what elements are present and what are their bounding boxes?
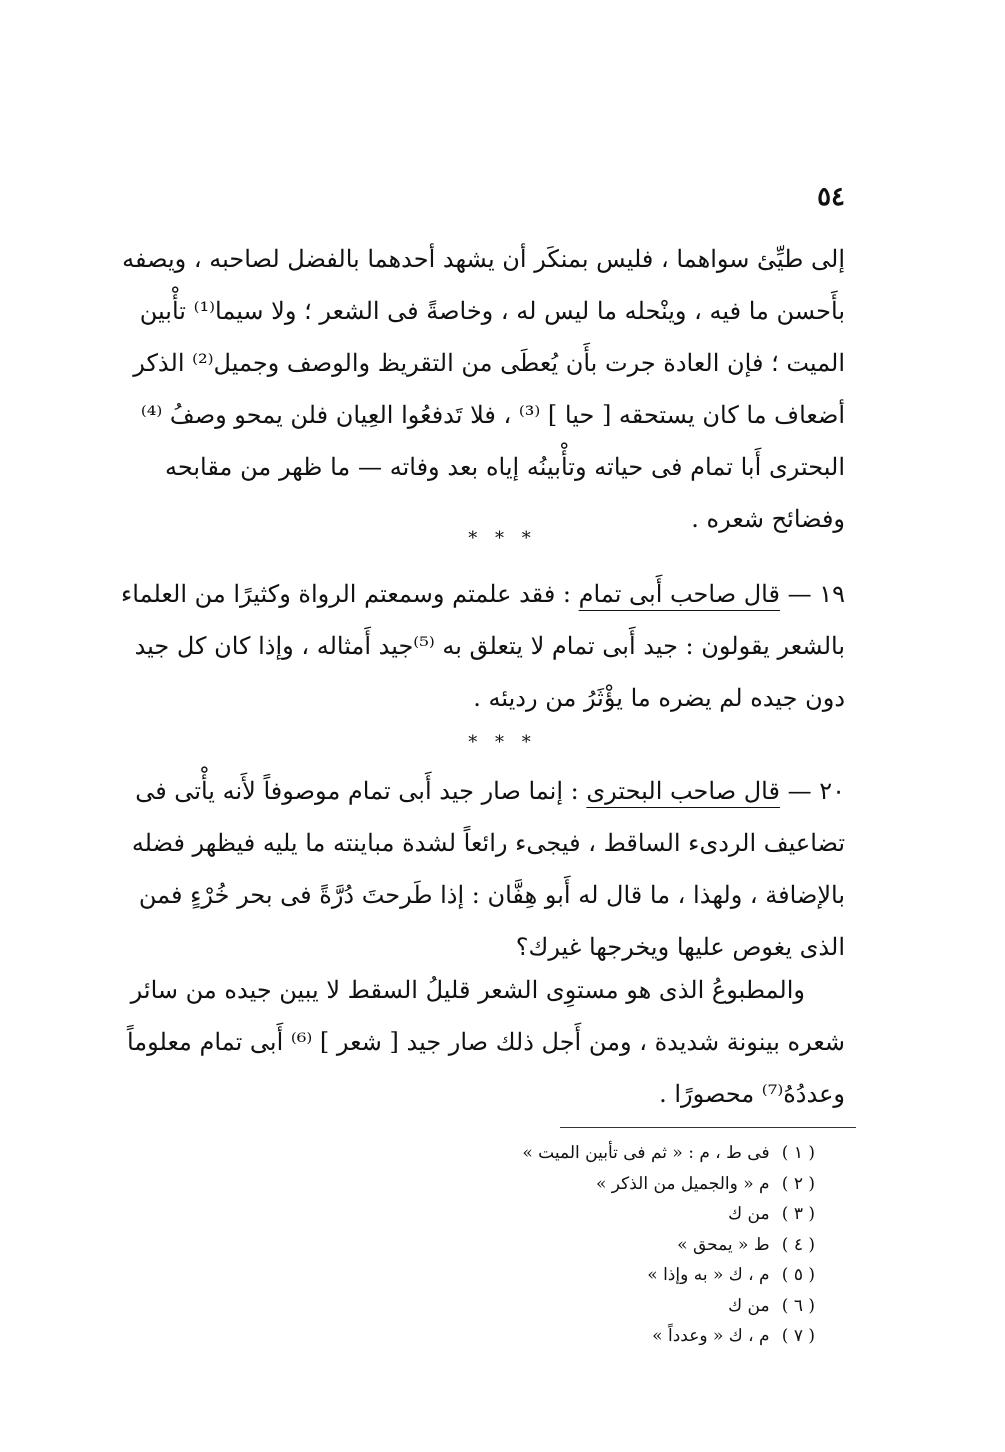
text-line: البحترى أَبا تمام فى حياته وتأْبينُه إياه بعد وفاته — ما ظهر من مقابحه [165, 453, 845, 481]
paragraph-number: ١٩ — [787, 580, 845, 608]
footnote-text: ط « يمحق » [677, 1234, 770, 1255]
text-line: دون جيده لم يضره ما يؤْثَرُ من رديئه . [473, 684, 845, 712]
footnote-number: ( ٢ ) [781, 1173, 815, 1194]
footnote-text: م « والجميل من الذكر » [595, 1173, 770, 1194]
footnote-text: من ك [728, 1204, 770, 1224]
text-line: الميت ؛ فإن العادة جرت بأَن يُعطَى من التقريظ والوصف وجميل⁽²⁾ الذكر [133, 349, 845, 377]
footnote-number: ( ١ ) [781, 1143, 815, 1163]
footnote [415, 1260, 815, 1291]
footnote-text: فى ط ، م : « ثم فى تأبين الميت » [522, 1143, 770, 1163]
page-number: ٥٤ [817, 182, 845, 212]
footnote [415, 1291, 815, 1322]
footnote-number: ( ٦ ) [781, 1295, 815, 1316]
text-line: تضاعيف الردىء الساقط ، فيجىء رائعاً لشدة مباينته ما يليه فيظهر فضله [131, 829, 845, 857]
speaker-heading: قال صاحب أَبى تمام [578, 580, 780, 608]
text-line: بالإضافة ، ولهذا ، ما قال له أَبو هِفَّان : إذا طَرحتَ دُرَّةً فى بحر خُرْءٍ فمن [138, 881, 845, 909]
footnote [415, 1138, 815, 1169]
footnote [415, 1230, 815, 1261]
text-line: بأَحسن ما فيه ، وينْحله ما ليس له ، وخاصةً فى الشعر ؛ ولا سيما⁽¹⁾ تأْبين [139, 297, 845, 325]
footnote [415, 1199, 815, 1230]
footnote-number: ( ٥ ) [781, 1265, 815, 1285]
paragraph-19 [121, 568, 845, 724]
section-separator: * * * [468, 732, 537, 753]
paragraph-20 [131, 765, 845, 973]
text-line [135, 765, 845, 817]
section-separator: * * * [468, 528, 537, 549]
footnotes [415, 1138, 815, 1352]
speaker-heading: قال صاحب البحترى [586, 777, 780, 805]
footnote [415, 1169, 815, 1200]
text-line: والمطبوعُ الذى هو مستوِى الشعر قليلُ السقط لا يبين جيده من سائر [130, 976, 805, 1004]
footnote-number: ( ٧ ) [781, 1326, 815, 1346]
paragraph-matbu [126, 964, 845, 1120]
text-line [121, 568, 845, 620]
text-fragment: : فقد علمتم وسمعتم الرواة وكثيرًا من العلماء [121, 580, 572, 608]
paragraph-number: ٢٠ — [787, 777, 845, 805]
text-line: الذى يغوص عليها ويخرجها غيرك؟ [515, 933, 845, 961]
footnote-text: م ، ك « به وإذا » [647, 1265, 770, 1285]
footnote-number: ( ٣ ) [781, 1204, 815, 1224]
text-line: إلى طيِّئ سواهما ، فليس بمنكَر أن يشهد أحدهما بالفضل لصاحبه ، ويصفه [122, 245, 845, 273]
footnote-divider [560, 1127, 856, 1128]
text-line: أضعاف ما كان يستحقه [ حيا ] ⁽³⁾ ، فلا تَدفعُوا العِيان فلن يمحو وصفُ ⁽⁴⁾ [140, 401, 845, 429]
text-line: شعره بينونة شديدة ، ومن أَجل ذلك صار جيد [ شعر ] ⁽⁶⁾ أَبى تمام معلوماً [126, 1028, 845, 1056]
footnote-number: ( ٤ ) [781, 1234, 815, 1255]
footnote-text: من ك [728, 1295, 770, 1316]
paragraph-continuation [122, 233, 845, 545]
text-fragment: : إنما صار جيد أَبى تمام موصوفاً لأَنه يأْتى فى [135, 777, 579, 805]
footnote [415, 1321, 815, 1352]
footnote-text: م ، ك « وعدداً » [652, 1326, 770, 1346]
text-line: وفضائح شعره . [691, 505, 845, 533]
text-line: بالشعر يقولون : جيد أَبى تمام لا يتعلق به ⁽⁵⁾جيد أَمثاله ، وإذا كان كل جيد [134, 632, 845, 660]
text-line: وعددُهُ⁽⁷⁾ محصورًا . [659, 1080, 845, 1108]
